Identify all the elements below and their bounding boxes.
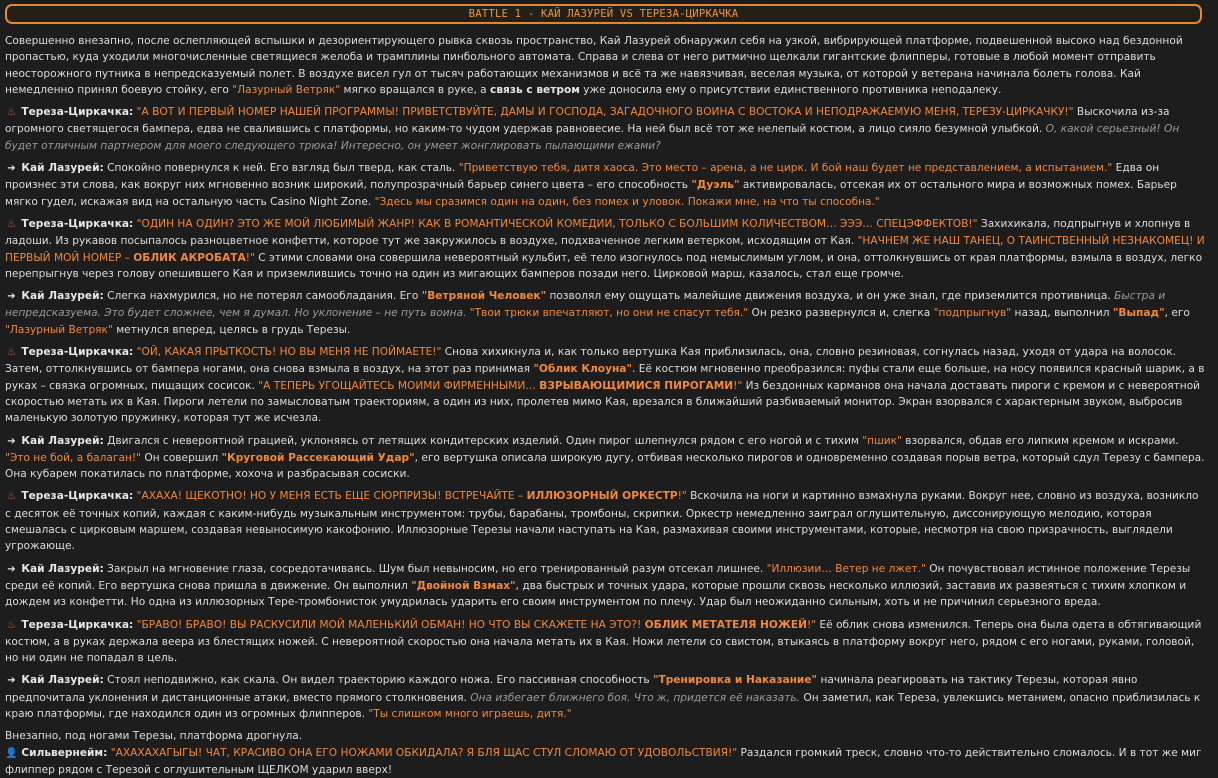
arrow-right-icon: ➔ — [7, 675, 16, 687]
narration-text: Внезапно, под ногами Терезы, платформа дрогнула. — [5, 730, 303, 743]
sound-effect: "пшик" — [862, 434, 902, 447]
speaker-name: Кай Лазурей: — [21, 290, 104, 303]
bold-ability: связь с ветром — [490, 83, 580, 96]
fire-icon: ♨ — [7, 218, 16, 230]
narration-text: Стоял неподвижно, как скала. Он видел траекторию каждого ножа. Его пассивная способность — [103, 674, 653, 687]
speaker-name: Кай Лазурей: — [21, 434, 104, 447]
battle-title: BATTLE 1 - КАЙ ЛАЗУРЕЙ VS ТЕРЕЗА-ЦИРКАЧКА — [5, 4, 1202, 24]
narrator-turn — [5, 728, 1205, 778]
fire-icon: ♨ — [7, 619, 16, 631]
narration-text: назад, выполнил — [1011, 307, 1113, 320]
kai-turn — [5, 288, 1205, 338]
kai-turn — [5, 672, 1205, 722]
speaker-name: Тереза-Циркачка: — [21, 618, 134, 631]
narration-text: Он почувствовал истинное положение Терезы среди её копий. Его вертушка снова пришла в движение. Он выполнил — [5, 562, 1191, 592]
speaker-name: Кай Лазурей: — [21, 562, 104, 575]
narration-text: уже доносила ему о присутствии единственного противника неподалеку. — [579, 83, 1002, 96]
speech-quote: "БРАВО! БРАВО! ВЫ РАСКУСИЛИ МОЙ МАЛЕНЬКИЙ ОБМАН! НО ЧТО ВЫ СКАЖЕТЕ НА ЭТО?! — [136, 618, 645, 631]
speech-quote: "АХАХА! ЩЕКОТНО! НО У МЕНЯ ЕСТЬ ЕЩЕ СЮРПРИЗЫ! ВСТРЕЧАЙТЕ – — [136, 490, 527, 503]
speech-quote: "А ТЕПЕРЬ УГОЩАЙТЕСЬ МОИМИ ФИРМЕННЫМИ… — [258, 379, 540, 392]
speech-quote: "Это не бой, а балаган!" — [5, 451, 141, 464]
speech-quote-end: !" — [245, 251, 255, 264]
narration-text: позволял ему ощущать малейшие движения воздуха, и он уже знал, где приземлится противница. — [546, 290, 1115, 303]
narration-text: С этими словами она совершила невероятный кульбит, её тело изогнулось под немыслимым углом, и она, оттолкнувшись от края платформы, взмыла в воздух, легко перепрыгнув через голову опешившего Кая и приземлившись точно на один из мигающих бамперов позади него. Цирковой марш, казалось, стал еще громче. — [5, 251, 1203, 280]
tereza-turn — [5, 216, 1205, 282]
ability-name: "Ветряной Человек" — [421, 290, 547, 303]
narration-text: Из бездонных карманов она начала доставать пироги с кремом и с невероятной скоростью метать их в Кая. Пироги летели по замысловатым траекториям, а один из них, пролетев мимо Кая, врезался в ближайший разбиваемый монитор. Экран взорвался с характерным звуком, выбросив маленькую золотую пружинку, которая тут же исчезла. — [5, 379, 1201, 425]
speech-quote: "Здесь мы сразимся один на один, без помех и уловок. Покажи мне, на что ты способна." — [374, 195, 880, 208]
inner-thought: Быстра и непредсказуема. Это будет сложнее, чем я думал. Но уклонение – не путь воина. — [5, 290, 1166, 320]
fire-icon: ♨ — [7, 347, 16, 359]
speaker-name: Кай Лазурей: — [21, 674, 104, 687]
narration-text: Слегка нахмурился, но не потерял самообладания. Его — [103, 290, 422, 303]
narration-text: взорвался, обдав его липким кремом и искрами. — [901, 434, 1179, 447]
ability-name: "Дуэль" — [691, 179, 740, 192]
fire-icon: ♨ — [7, 491, 16, 503]
narration-text: Выскочила из-за огромного светящегося бампера, едва не свалившись с платформы, но каким-то чудом удержав равновесие. На ней был всё тот же нелепый костюм, а лицо сияло безумной улыбкой. — [5, 106, 1170, 136]
speaker-name: Кай Лазурей: — [21, 162, 104, 175]
kai-turn — [5, 433, 1205, 483]
narration-text: , два быстрых и точных удара, которые прошли сквозь несколько иллюзий, заставив их развеяться с тихим хлопком и дождем из конфетти. Но одна из иллюзорных Тере-тромбонисток умудрилась ударить его своим инструментом по плечу. Удар был неожиданно сильным, хоть и не причинил серьезного вреда. — [5, 579, 1187, 609]
ability-name: ИЛЛЮЗОРНЫЙ ОРКЕСТР — [526, 490, 678, 503]
move-name: "подпрыгнув" — [933, 307, 1012, 320]
narration-text: Он резко развернулся и, слегка — [748, 307, 934, 320]
ability-name: ВЗРЫВАЮЩИМИСЯ ПИРОГАМИ — [539, 379, 734, 392]
speaker-name: Тереза-Циркачка: — [21, 106, 134, 119]
speech-quote-end: !" — [807, 618, 817, 631]
narration-text: Он совершил — [141, 451, 222, 464]
kai-turn — [5, 160, 1205, 210]
narration-text: Едва он произнес эти слова, как вокруг них мгновенно возник широкий, полупрозрачный барьер синего цвета – его способность — [5, 162, 1160, 192]
narration-text: активировалась, отсекая их от остального мира и возможных помех. Барьер мягко гудел, искажая вид на остальную часть Casino Night Zone. — [5, 179, 1177, 208]
speaker-name: Тереза-Циркачка: — [21, 217, 134, 230]
arrow-right-icon: ➔ — [7, 435, 16, 447]
arrow-right-icon: ➔ — [7, 291, 16, 303]
narration-text: Захихикала, подпрыгнув и хлопнув в ладоши. Из рукавов посыпалось разноцветное конфетти, которое тут же закружилось в воздухе, подхваченное легким ветерком, исходящим от Кая. — [5, 217, 1191, 248]
speech-quote: "ОЙ, КАКАЯ ПРЫТКОСТЬ! НО ВЫ МЕНЯ НЕ ПОЙМАЕТЕ!" — [136, 346, 442, 359]
highlight-weapon: "Лазурный Ветряк" — [5, 323, 113, 336]
narration-text: метнулся вперед, целясь в грудь Терезы. — [112, 323, 351, 336]
inner-thought: О, какой серьезный! Он будет отличным партнером для моего следующего трюка! Интересно, он умеет жонглировать пылающими ежами? — [5, 123, 1180, 152]
speaker-name: Сильвернейм: — [21, 746, 108, 759]
narration-text: Закрыл на мгновение глаза, сосредотачиваясь. Шум был невыносим, но его тренированный разум отсекал лишнее. — [103, 562, 767, 575]
ability-name: ОБЛИК АКРОБАТА — [133, 251, 246, 264]
tereza-turn — [5, 617, 1205, 667]
speech-quote: "НАЧНЕМ ЖЕ НАШ ТАНЕЦ, О ТАИНСТВЕННЫЙ НЕЗНАКОМЕЦ! И ПЕРВЫЙ МОЙ НОМЕР – — [5, 235, 1205, 264]
speech-quote: "Твои трюки впечатляют, но они не спасут тебя." — [469, 307, 749, 320]
speech-quote: "А ВОТ И ПЕРВЫЙ НОМЕР НАШЕЙ ПРОГРАММЫ! ПРИВЕТСТВУЙТЕ, ДАМЫ И ГОСПОДА, ЗАГАДОЧНОГО ВОИНА С ВОСТОКА И НЕПОДРАЖАЕМУЮ МЕНЯ, ТЕРЕЗУ-ЦИРКАЧКУ!" — [136, 106, 1074, 119]
ability-name: "Двойной Взмах" — [411, 579, 516, 592]
user-icon: 👤 — [5, 747, 18, 759]
narration-text: Совершенно внезапно, после ослепляющей вспышки и дезориентирующего рывка сквозь пространство, Кай Лазурей обнаружил себя на узкой, вибрирующей платформе, подвешенной высоко над бездонной пропастью, куда уходили многочисленные светящиеся желоба и трамплины пинбольного автомата. Справа и слева от него ритмично щелкали гигантские флипперы, готовые в любой момент отправить неосторожного путника в непредсказуемый полет. В воздухе висел гул от тысяч работающих механизмов и всё та же навязчивая, веселая музыка, от которой у ветерана начинала болеть голова. Кай немедленно принял боевую стойку, его — [5, 35, 1183, 96]
speech-quote: "Приветствую тебя, дитя хаоса. Это место – арена, а не цирк. И бой наш будет не представлением, а испытанием." — [458, 162, 1113, 175]
narration-text: мягко вращался в руке, а — [340, 83, 491, 96]
highlight-weapon: "Лазурный Ветряк" — [232, 83, 341, 96]
speech-quote-end: !" — [677, 490, 687, 503]
speech-quote: "АХАХАХАГЫГЫ! ЧАТ, КРАСИВО ОНА ЕГО НОЖАМИ ОБКИДАЛА? Я БЛЯ ЩАС СТУЛ СЛОМАЮ ОТ УДОВОЛЬСТВИЯ!" — [110, 746, 738, 759]
ability-name: "Выпад" — [1112, 307, 1165, 320]
speech-quote-end: !" — [733, 379, 743, 392]
narration-text: Вскочила на ноги и картинно взмахнула руками. Вокруг нее, словно из воздуха, возникло с десяток её точных копий, каждая с каким-нибудь музыкальным инструментом: трубы, барабаны, тромбоны, скрипки. Оркестр немедленно заиграл оглушительную, диссонирующую мелодию, которая смешалась с цирковым маршем, создавая невыносимую какофонию. Иллюзорные Терезы начали наступать на Кая, размахивая своими инструментами, которые, несмотря на свою призрачность, выглядели угрожающе. — [5, 490, 1199, 553]
tereza-turn — [5, 488, 1205, 554]
ability-name: "Круговой Рассекающий Удар" — [221, 451, 415, 464]
narration-text: Снова хихикнула и, как только вертушка Кая приблизилась, она, словно резиновая, согнулась назад, уходя от удара на волосок. Затем, оттолкнувшись от бампера ногами, она снова взмыла в воздух, на этот раз принимая — [5, 346, 1177, 376]
tereza-turn — [5, 344, 1205, 426]
speaker-name: Тереза-Циркачка: — [21, 346, 134, 359]
narration-text: Спокойно повернулся к ней. Его взгляд был тверд, как сталь. — [103, 162, 459, 175]
narration-text: , его — [1164, 307, 1190, 320]
tereza-turn — [5, 104, 1205, 154]
narration-text: Он заметил, как Тереза, увлекшись метанием, опасно приблизилась к краю платформы, где находился один из огромных флипперов. — [5, 691, 1201, 720]
inner-thought: Она избегает ближнего боя. Что ж, придется её наказать. — [470, 691, 801, 704]
narration-text: начинала реагировать на тактику Терезы, которая явно предпочитала уклонения и дистанционные атаки, вместо прямого столкновения. — [5, 674, 1138, 704]
story-log — [5, 33, 1205, 778]
narration-text: Двигался с невероятной грацией, уклоняясь от летящих кондитерских изделий. Один пирог шлепнулся рядом с его ногой и с тихим — [103, 434, 863, 447]
ability-name: ОБЛИК МЕТАТЕЛЯ НОЖЕЙ — [644, 618, 807, 631]
speech-quote: "Ты слишком много играешь, дитя." — [368, 707, 572, 720]
narration-text: Её облик снова изменился. Теперь она была одета в обтягивающий костюм, а в руках держала веера из блестящих ножей. С невероятной скоростью она начала метать их в Кая. Ножи летели со свистом, втыкаясь в платформу вокруг него, рядом с его ногами, руками, головой, но ни один не попадал в цель. — [5, 618, 1202, 665]
speech-quote: "Иллюзии… Ветер не лжет." — [766, 562, 926, 575]
arrow-right-icon: ➔ — [7, 563, 16, 575]
kai-turn — [5, 561, 1205, 611]
ability-name: "Облик Клоуна" — [533, 363, 632, 376]
narration-text: Раздался громкий треск, словно что-то действительно сломалось. И в тот же миг флиппер рядом с Терезой с оглушительным ЩЕЛКОМ ударил вверх! — [5, 746, 1202, 776]
ability-name: "Тренировка и Наказание" — [653, 674, 818, 687]
narration-paragraph — [5, 33, 1205, 98]
speech-quote: "ОДИН НА ОДИН? ЭТО ЖЕ МОЙ ЛЮБИМЫЙ ЖАНР! КАК В РОМАНТИЧЕСКОЙ КОМЕДИИ, ТОЛЬКО С БОЛЬШИМ КОЛИЧЕСТВОМ… ЭЭЭ… СПЕЦЭФФЕКТОВ!" — [136, 217, 978, 230]
narration-text: . Её костюм мгновенно преобразился: пуфы стали еще больше, на носу появился красный шарик, а в руках – связка огромных, пищащих сосисок. — [5, 363, 1205, 392]
narration-text: , его вертушка описала широкую дугу, отбивая несколько пирогов и одновременно создавая порыв ветра, который сдул Терезу с бампера. Она кубарем покатилась по платформе, хохоча и разбрасывая сосиски. — [5, 451, 1205, 481]
arrow-right-icon: ➔ — [7, 163, 16, 175]
fire-icon: ♨ — [7, 107, 16, 119]
speaker-name: Тереза-Циркачка: — [21, 490, 134, 503]
